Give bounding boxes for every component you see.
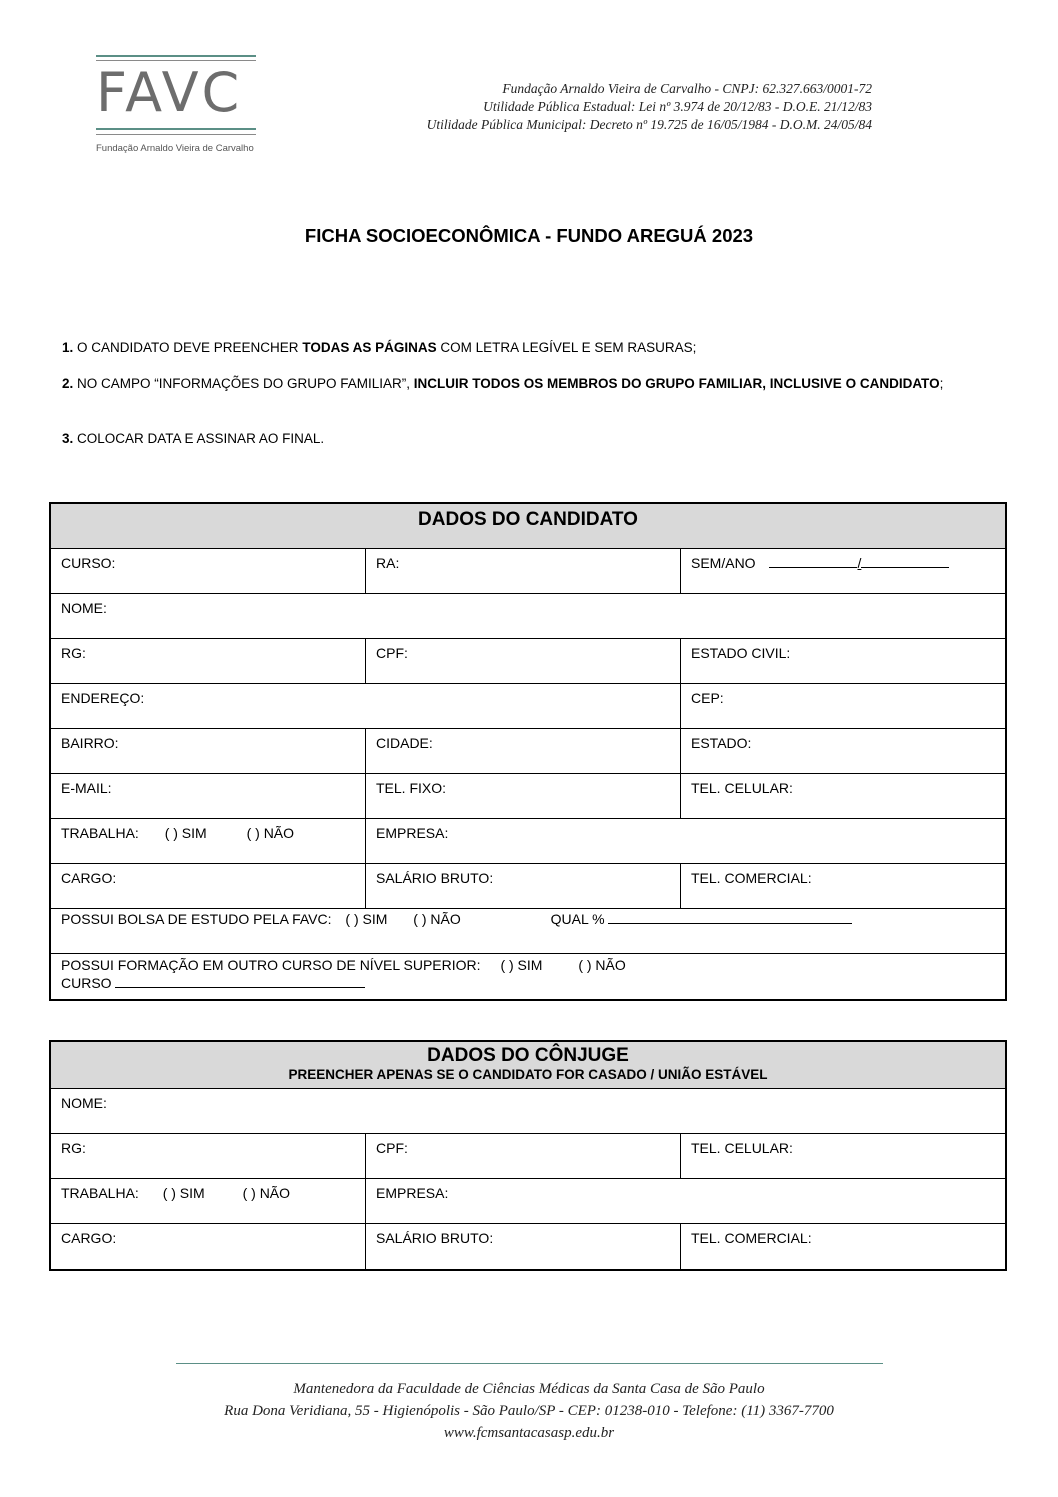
instruction-3: 3. COLOCAR DATA E ASSINAR AO FINAL. — [62, 431, 325, 446]
form-row — [51, 864, 1005, 909]
estado-civil-field[interactable]: ESTADO CIVIL: — [691, 645, 791, 661]
conjuge-cpf-field[interactable]: CPF: — [366, 1134, 681, 1178]
form-row — [51, 594, 1005, 639]
empresa-field[interactable]: EMPRESA: — [376, 825, 449, 841]
cargo-field[interactable]: CARGO: — [51, 864, 366, 908]
footer-website-link[interactable]: www.fcmsantacasasp.edu.br — [443, 1425, 615, 1441]
form-row — [51, 819, 1005, 864]
nome-field[interactable]: NOME: — [61, 600, 107, 616]
bairro-field[interactable]: BAIRRO: — [51, 729, 366, 773]
footer-mantenedora: Mantenedora da Faculdade de Ciências Médicas da Santa Casa de São Paulo — [293, 1381, 765, 1397]
curso-field[interactable]: CURSO: — [51, 549, 366, 593]
conjuge-trabalha-field: TRABALHA: ( ) SIM ( ) NÃO — [51, 1179, 366, 1223]
bolsa-sim-checkbox[interactable]: ( ) SIM — [345, 911, 388, 927]
form-row — [51, 1089, 1005, 1134]
conjuge-salario-field[interactable]: SALÁRIO BRUTO: — [366, 1224, 681, 1269]
instruction-2: 2. NO CAMPO “INFORMAÇÕES DO GRUPO FAMILIAR”, INCLUIR TODOS OS MEMBROS DO GRUPO FAMILIAR, INCLUSIVE O CANDIDATO; — [62, 376, 944, 391]
form-row — [51, 1134, 1005, 1179]
rg-field[interactable]: RG: — [51, 639, 366, 683]
salario-field[interactable]: SALÁRIO BRUTO: — [366, 864, 681, 908]
header-info — [427, 80, 872, 134]
cep-field[interactable]: CEP: — [691, 690, 724, 706]
conjuge-trabalha-nao-checkbox[interactable]: ( ) NÃO — [242, 1185, 291, 1201]
trabalha-nao-checkbox[interactable]: ( ) NÃO — [246, 825, 295, 841]
conjuge-nome-field[interactable]: NOME: — [61, 1095, 107, 1111]
favc-logo — [96, 55, 256, 155]
spouse-section-heading: DADOS DO CÔNJUGE PREENCHER APENAS SE O CANDIDATO FOR CASADO / UNIÃO ESTÁVEL — [51, 1042, 1005, 1089]
conjuge-trabalha-sim-checkbox[interactable]: ( ) SIM — [162, 1185, 205, 1201]
footer-divider — [176, 1363, 883, 1364]
formacao-sim-checkbox[interactable]: ( ) SIM — [500, 957, 543, 973]
form-row — [51, 1224, 1005, 1269]
candidate-form — [49, 502, 1007, 1001]
tel-comercial-field[interactable]: TEL. COMERCIAL: — [691, 870, 812, 886]
form-row — [51, 684, 1005, 729]
header-line-cnpj: Fundação Arnaldo Vieira de Carvalho - CNPJ: 62.327.663/0001-72 — [502, 81, 872, 96]
outro-curso-input[interactable] — [115, 975, 365, 988]
page-title: FICHA SOCIOECONÔMICA - FUNDO AREGUÁ 2023 — [304, 225, 754, 246]
form-row — [51, 729, 1005, 774]
instruction-1: 1. O CANDIDATO DEVE PREENCHER TODAS AS PÁGINAS COM LETRA LEGÍVEL E SEM RASURAS; — [62, 340, 697, 355]
form-row — [51, 909, 1005, 954]
logo-letters: FAVC — [96, 61, 243, 124]
trabalha-field: TRABALHA: ( ) SIM ( ) NÃO — [51, 819, 366, 863]
conjuge-empresa-field[interactable]: EMPRESA: — [376, 1185, 449, 1201]
ra-field[interactable]: RA: — [366, 549, 681, 593]
formacao-nao-checkbox[interactable]: ( ) NÃO — [578, 957, 626, 973]
conjuge-tel-celular-field[interactable]: TEL. CELULAR: — [691, 1140, 793, 1156]
bolsa-nao-checkbox[interactable]: ( ) NÃO — [413, 911, 461, 927]
form-row — [51, 774, 1005, 819]
tel-fixo-field[interactable]: TEL. FIXO: — [366, 774, 681, 818]
footer — [0, 1378, 1058, 1444]
trabalha-sim-checkbox[interactable]: ( ) SIM — [164, 825, 207, 841]
footer-address: Rua Dona Veridiana, 55 - Higienópolis - São Paulo/SP - CEP: 01238-010 - Telefone: (11) 3367-7700 — [224, 1403, 834, 1419]
candidate-section-heading: DADOS DO CANDIDATO — [51, 504, 1005, 549]
endereco-field[interactable]: ENDEREÇO: — [51, 684, 681, 728]
form-row — [51, 1179, 1005, 1224]
header-line-estadual: Utilidade Pública Estadual: Lei nº 3.974 de 20/12/83 - D.O.E. 21/12/83 — [483, 99, 872, 114]
form-row — [51, 549, 1005, 594]
estado-field[interactable]: ESTADO: — [691, 735, 752, 751]
conjuge-tel-comercial-field[interactable]: TEL. COMERCIAL: — [691, 1230, 812, 1246]
spouse-form — [49, 1040, 1007, 1271]
tel-celular-field[interactable]: TEL. CELULAR: — [691, 780, 793, 796]
conjuge-rg-field[interactable]: RG: — [51, 1134, 366, 1178]
conjuge-cargo-field[interactable]: CARGO: — [51, 1224, 366, 1269]
form-row — [51, 954, 1005, 999]
cpf-field[interactable]: CPF: — [366, 639, 681, 683]
formacao-field: POSSUI FORMAÇÃO EM OUTRO CURSO DE NÍVEL SUPERIOR: ( ) SIM ( ) NÃO CURSO — [61, 957, 626, 991]
cidade-field[interactable]: CIDADE: — [366, 729, 681, 773]
header-line-municipal: Utilidade Pública Municipal: Decreto nº 19.725 de 16/05/1984 - D.O.M. 24/05/84 — [426, 117, 872, 132]
form-row — [51, 639, 1005, 684]
email-field[interactable]: E-MAIL: — [51, 774, 366, 818]
bolsa-percent-input[interactable] — [608, 911, 852, 924]
logo-subtitle: Fundação Arnaldo Vieira de Carvalho — [96, 143, 254, 154]
sem-ano-field[interactable]: SEM/ANO / — [681, 549, 1005, 593]
bolsa-field: POSSUI BOLSA DE ESTUDO PELA FAVC: ( ) SIM ( ) NÃO QUAL % — [51, 909, 1005, 953]
